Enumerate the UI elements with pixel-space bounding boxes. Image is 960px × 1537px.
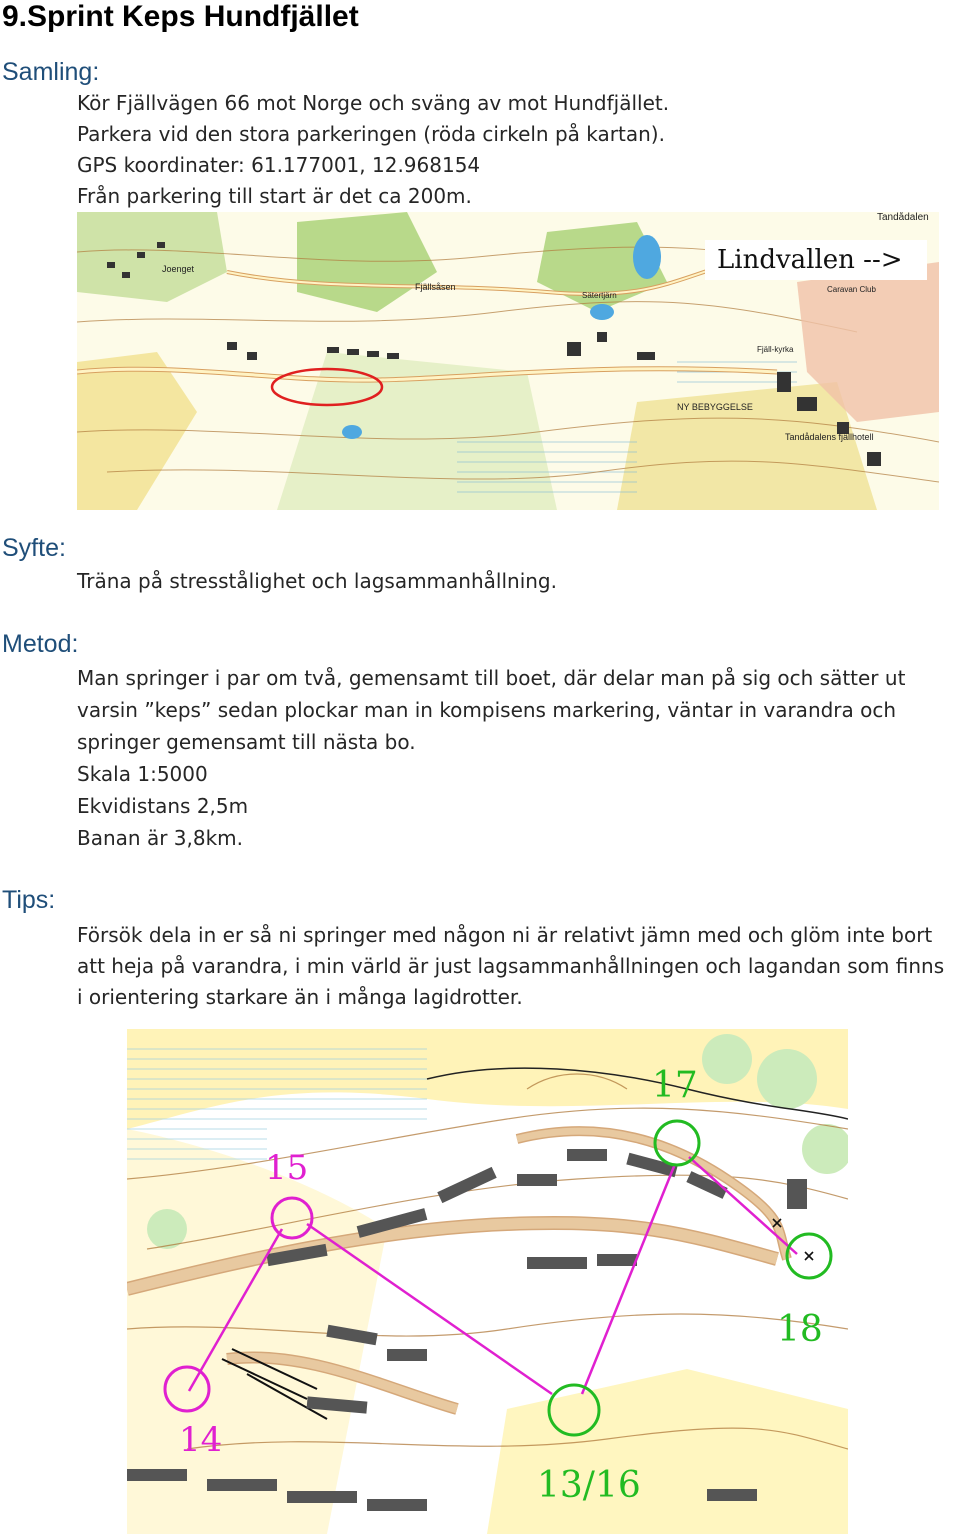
metod-line: Banan är 3,8km. xyxy=(77,826,244,850)
control-label: 17 xyxy=(652,1065,698,1106)
syfte-text xyxy=(77,566,957,597)
samling-line: Parkera vid den stora parkeringen (röda cirkeln på kartan). xyxy=(77,122,665,146)
samling-heading: Samling: xyxy=(2,58,100,86)
place-label: NY BEBYGGELSE xyxy=(677,402,753,412)
tips-heading: Tips: xyxy=(2,886,56,914)
control-label: 14 xyxy=(179,1420,223,1460)
samling-text xyxy=(77,88,957,212)
metod-text xyxy=(77,662,957,854)
place-label: Joenget xyxy=(162,264,195,274)
place-label: Tandådalen xyxy=(877,212,929,223)
place-label: Sätertjärn xyxy=(582,291,617,300)
metod-line: Man springer i par om två, gemensamt till boet, där delar man på sig och sätter ut xyxy=(77,666,906,690)
metod-line: springer gemensamt till nästa bo. xyxy=(77,730,416,754)
overview-map xyxy=(77,212,939,510)
control-label: 15 xyxy=(265,1148,309,1188)
place-label: Tandådalens fjällhotell xyxy=(785,432,874,442)
syfte-line: Träna på stresstålighet och lagsammanhållning. xyxy=(77,569,557,593)
place-label: Fjällsåsen xyxy=(415,282,456,292)
course-map xyxy=(127,1029,848,1534)
tips-line: i orientering starkare än i många lagidrotter. xyxy=(77,985,523,1009)
place-label: Caravan Club xyxy=(827,285,876,294)
place-label: Fjäll-kyrka xyxy=(757,345,794,354)
metod-heading: Metod: xyxy=(2,630,79,658)
syfte-heading: Syfte: xyxy=(2,534,66,562)
metod-line: varsin ”keps” sedan plockar man in kompisens markering, väntar in varandra och xyxy=(77,698,897,722)
overview-map-callout: Lindvallen --> xyxy=(717,245,903,275)
tips-line: Försök dela in er så ni springer med någon ni är relativt jämn med och glöm inte bort xyxy=(77,923,933,947)
samling-line: Från parkering till start är det ca 200m. xyxy=(77,184,472,208)
page-title: 9.Sprint Keps Hundfjället xyxy=(2,0,359,33)
tips-text xyxy=(77,920,957,1013)
metod-line: Skala 1:5000 xyxy=(77,762,208,786)
control-label: 13/16 xyxy=(537,1465,641,1506)
tips-line: att heja på varandra, i min värld är just lagsammanhållningen och lagandan som finns xyxy=(77,954,945,978)
samling-line: GPS koordinater: 61.177001, 12.968154 xyxy=(77,153,481,177)
samling-line: Kör Fjällvägen 66 mot Norge och sväng av mot Hundfjället. xyxy=(77,91,670,115)
control-label: 18 xyxy=(777,1309,823,1350)
metod-line: Ekvidistans 2,5m xyxy=(77,794,249,818)
